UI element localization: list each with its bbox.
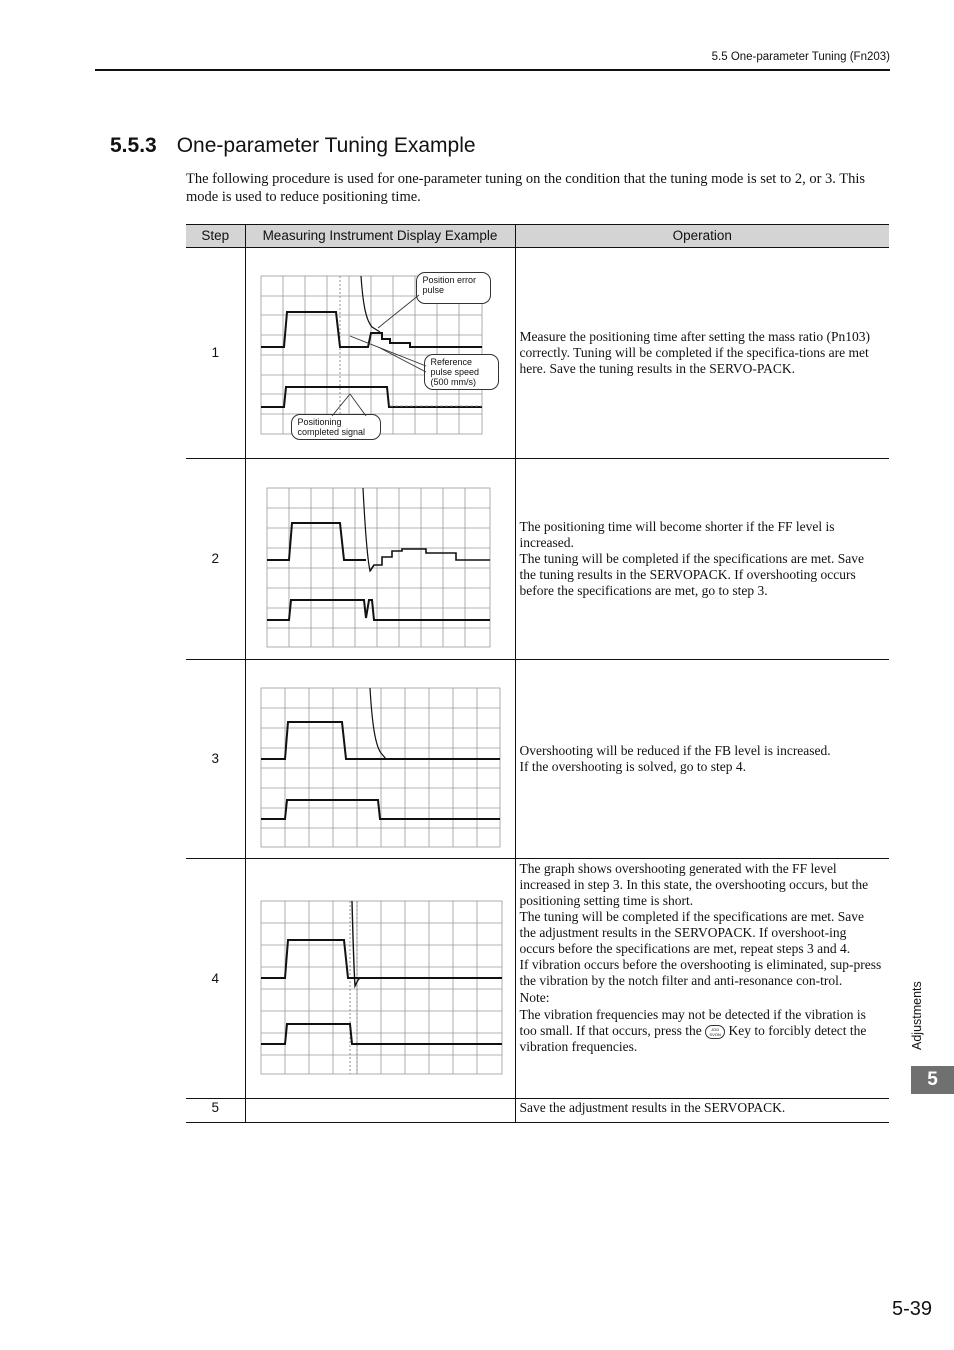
operation-note	[520, 1007, 884, 1055]
jog-svon-key-icon: JOG SVON	[705, 1025, 725, 1039]
operation-text: The tuning will be completed if the specifications are met. Save the adjustment results in the SERVOPACK. If overshoot-ing occurs before the specifications are met, repeat steps 3 and 4.	[519, 909, 865, 956]
section-heading	[110, 134, 476, 158]
callout-positioning-completed-signal: Positioning completed signal	[291, 414, 381, 440]
callout-reference-pulse-speed: Reference pulse speed (500 mm/s)	[424, 354, 499, 390]
operation-cell	[515, 459, 889, 660]
table-row	[186, 859, 889, 1099]
note-text-after-key: Key to forcibly detect the vibration frequencies.	[519, 1023, 867, 1054]
empty-display-cell	[245, 1099, 515, 1123]
page-number: 5-39	[891, 1298, 932, 1320]
table-row	[186, 459, 889, 660]
header-rule	[95, 69, 890, 71]
intro-paragraph: The following procedure is used for one-parameter tuning on the condition that the tuning mode is set to 2, or 3. This mode is used to reduce positioning time.	[186, 171, 866, 205]
operation-cell	[515, 660, 889, 859]
oscilloscope-trace-2	[266, 487, 492, 649]
step-number: 3	[186, 660, 245, 859]
operation-text: Note:	[519, 990, 550, 1005]
scope-display-4	[245, 859, 515, 1099]
operation-cell	[515, 248, 889, 459]
operation-text: The positioning time will become shorter if the FF level is increased.	[519, 519, 835, 550]
chapter-tab: 5	[911, 1066, 954, 1094]
operation-text: If vibration occurs before the overshooting is eliminated, sup-press the vibration by the notch filter and anti-resonance con-trol.	[519, 957, 882, 988]
operation-text: The tuning will be completed if the specifications are met. Save the tuning results in the SERVOPACK. If overshooting occurs before the specifications are met, go to step 3.	[519, 551, 865, 598]
scope-display-3	[245, 660, 515, 859]
step-number: 4	[186, 859, 245, 1099]
operation-cell	[515, 859, 889, 1099]
scope-display-2	[245, 459, 515, 660]
callout-position-error-pulse: Position error pulse	[416, 272, 491, 304]
table-row	[186, 1099, 889, 1123]
operation-text: The graph shows overshooting generated with the FF level increased in step 3. In this state, the overshooting occurs, but the positioning setting time is short.	[519, 861, 869, 908]
table-header-row	[186, 225, 889, 248]
step-number: 1	[186, 248, 245, 459]
operation-text: If the overshooting is solved, go to step 4.	[519, 759, 746, 774]
column-header-display: Measuring Instrument Display Example	[245, 225, 515, 248]
operation-cell	[515, 1099, 889, 1123]
operation-text: Overshooting will be reduced if the FB level is increased.	[519, 743, 831, 758]
step-number: 2	[186, 459, 245, 660]
note-text-before-key: The vibration frequencies may not be detected if the vibration is too small. If that occurs, press the	[519, 1007, 866, 1038]
table-row	[186, 248, 889, 459]
column-header-operation: Operation	[515, 225, 889, 248]
oscilloscope-trace-3	[260, 687, 502, 849]
section-number: 5.5.3	[110, 134, 157, 157]
oscilloscope-trace-4	[260, 900, 504, 1076]
operation-text: Save the adjustment results in the SERVOPACK.	[519, 1100, 786, 1115]
tuning-steps-table	[186, 224, 889, 1123]
operation-text: Measure the positioning time after setting the mass ratio (Pn103) correctly. Tuning will be completed if the specifica-tions are met here. Save the tuning results in the SERVO-PACK.	[519, 329, 871, 376]
chapter-side-label: Adjustments	[910, 981, 924, 1050]
table-row	[186, 660, 889, 859]
callout-leaders-1	[246, 248, 516, 459]
scope-display-1	[245, 248, 515, 459]
column-header-step: Step	[186, 225, 245, 248]
section-title: One-parameter Tuning Example	[176, 134, 476, 157]
step-number: 5	[186, 1099, 245, 1123]
running-header: 5.5 One-parameter Tuning (Fn203)	[711, 51, 890, 63]
